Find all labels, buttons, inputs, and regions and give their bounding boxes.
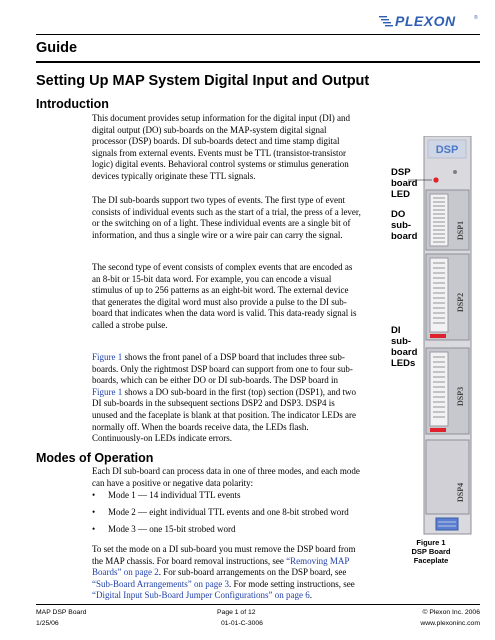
dsp2-led-strip — [430, 334, 446, 338]
modes-paragraph-2: To set the mode on a DI sub-board you must remove the DSP board from the MAP chassis. For board removal instructions, see “Removing MAP Boards” on page 2. For sub-board arrangements on the DSP board, see “Sub-Board Arrangements” on page 3. For mode setting instructions, see “Digital Input Sub-Board Jumper Configurations” on page 6. — [92, 544, 356, 601]
dsp4-label: DSP4 — [456, 482, 465, 502]
label-dsp-board-led: DSP board LED — [391, 167, 418, 200]
dsp2-connector — [430, 258, 448, 332]
list-item: • Mode 3 — one 15-bit strobed word — [92, 524, 236, 534]
dsp3-led-strip — [430, 428, 446, 432]
dsp-badge-text: DSP — [435, 144, 459, 156]
intro-paragraph-1: This document provides setup information for the digital input (DI) and digital output (DO) sub-boards on the MAP-system digital signal processor (DSP) boards. DI sub-boards detect and time stamp digital signals from external events. Events must be TTL (transistor-transistor logic) digital events. Behavioral control systems or stimulus generation devices typically originate these TTL signals. — [92, 113, 350, 181]
figure-caption — [398, 538, 464, 565]
header-rule — [36, 34, 480, 35]
dsp1-label: DSP1 — [456, 220, 465, 240]
dsp-faceplate-figure — [388, 136, 480, 536]
dsp3-connector — [430, 352, 448, 426]
figure-caption-number: Figure 1 — [416, 538, 446, 547]
list-item: • Mode 2 — eight individual TTL events and one 8-bit strobed word — [92, 507, 349, 517]
intro-heading: Introduction — [36, 97, 109, 111]
label-di-sub-board-leds: DI sub-board LEDs — [391, 325, 418, 369]
figure-caption-text: DSP Board Faceplate — [411, 547, 451, 565]
footer-doc-number: 01-01-C-3006 — [221, 620, 263, 627]
figure-1-link-2[interactable]: Figure 1 — [92, 386, 123, 397]
footer-date: 1/25/06 — [36, 620, 59, 627]
intro-paragraph-3: The second type of event consists of complex events that are encoded as an 8-bit or 15-bit data word. For example, you can encode a visual stimulus of up to 256 patterns as an eight-bit word. The external device that generates the digital word must also provide a pulse to the DI sub-board that indicates when the data word is valid. This data-ready signal is called a strobe pulse. — [92, 262, 357, 330]
plexon-logo — [379, 13, 479, 29]
faceplate-screw — [453, 170, 457, 174]
sub-board-arrangements-link[interactable]: “Sub-Board Arrangements” on page 3 — [92, 578, 229, 589]
footer-page-number: Page 1 of 12 — [217, 609, 256, 616]
title-rule — [36, 61, 480, 63]
page-title: Setting Up MAP System Digital Input and Output — [36, 73, 370, 89]
footer-rule — [36, 604, 480, 605]
intro-paragraph-4: Figure 1 shows the front panel of a DSP board that includes three sub-boards. Only the rightmost DSP board can support from one to four sub-boards, which can be either DO or DI sub-boards. The DSP board in Figure 1 shows a DO sub-board in the first (top) section (DSP1), and two DI sub-boards in the subsequent sections DSP2 and DSP3. DSP4 is unused and the faceplate is blank at that position. The indicator LEDs are normally off. When the boards receive data, the LEDs flash. Continuously-on LEDs indicate errors. — [92, 352, 357, 444]
logo-text: PLEXON — [395, 13, 456, 29]
footer-doc-name: MAP DSP Board — [36, 609, 87, 616]
figure-1-link[interactable]: Figure 1 — [92, 352, 123, 362]
dsp3-label: DSP3 — [456, 386, 465, 406]
faceplate-handle — [436, 518, 458, 530]
footer-copyright: © Plexon Inc. 2006 — [422, 609, 480, 616]
dsp2-label: DSP2 — [456, 292, 465, 312]
modes-paragraph-1: Each DI sub-board can process data in one of three modes, and each mode can have a positive or negative data polarity: — [92, 466, 360, 488]
removing-map-boards-link[interactable]: “Removing MAP Boards” on page 2 — [92, 555, 350, 578]
label-do-sub-board: DO sub-board — [391, 209, 418, 242]
list-item: • Mode 1 — 14 individual TTL events — [92, 490, 241, 500]
footer-website: www.plexoninc.com — [420, 620, 480, 627]
jumper-configurations-link[interactable]: “Digital Input Sub-Board Jumper Configurations” on page 6 — [92, 590, 310, 601]
section-label: Guide — [36, 40, 78, 56]
dsp-board-led — [433, 177, 438, 182]
modes-heading: Modes of Operation — [36, 451, 154, 465]
intro-paragraph-2: The DI sub-boards support two types of events. The first type of event consists of individual events such as the start of a trial, the press of a lever, or the switching on of a light. These individual events are a single bit of information, and thus a single wire or a wire pair can carry the signal. — [92, 195, 361, 240]
logo-registered: ® — [474, 15, 478, 21]
